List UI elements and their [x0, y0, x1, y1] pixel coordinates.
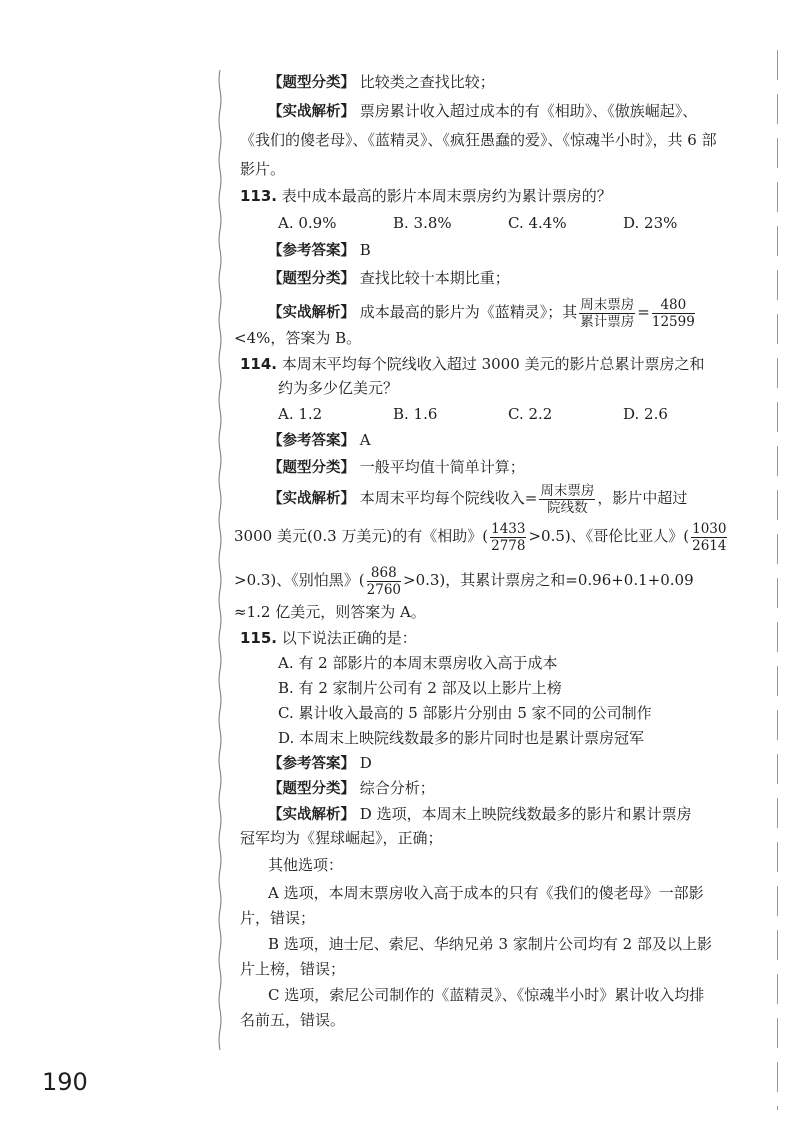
- answer-tag: 【参考答案】: [268, 243, 355, 259]
- fraction-denominator: 12599: [651, 313, 695, 330]
- analysis-tag: 【实战解析】: [268, 305, 355, 321]
- q115-analysis-line: [268, 804, 692, 825]
- fraction-weekend-over-theaters: [539, 483, 595, 516]
- page-number: 190: [42, 1068, 88, 1096]
- fraction-colombiana: [691, 521, 727, 554]
- type-text: 比较类之查找比较；: [359, 73, 495, 91]
- binding-edge-right: [776, 50, 779, 1110]
- q114-analysis-line-2: [234, 518, 729, 554]
- equals-sign: =: [637, 303, 650, 321]
- q113-options: [278, 213, 677, 233]
- answer-text: D: [359, 754, 372, 772]
- fraction-weekend-over-total: [579, 297, 635, 330]
- option-a: A. 0.9%: [278, 214, 337, 232]
- question-114: [240, 354, 705, 374]
- option-b: B. 3.8%: [393, 214, 452, 232]
- analysis-text: 成本最高的影片为《蓝精灵》；其: [359, 303, 578, 321]
- q115-a-explain-1: A 选项，本周末票房收入高于成本的只有《我们的傻老母》一部影: [268, 884, 704, 902]
- question-number: 115.: [240, 629, 278, 647]
- type-tag: 【题型分类】: [268, 75, 355, 91]
- q114-analysis-line-4: ≈1.2 亿美元，则答案为 A。: [234, 603, 426, 621]
- option-a: A. 1.2: [278, 405, 323, 423]
- q115-c-explain-2: 名前五，错误。: [240, 1011, 346, 1029]
- fraction-denominator: 累计票房: [580, 313, 635, 330]
- answer-tag: 【参考答案】: [268, 756, 355, 772]
- analysis-text: 3000 美元(0.3 万美元)的有《相助》(: [234, 527, 489, 545]
- top-analysis-line-3: 影片。: [240, 160, 286, 178]
- top-type-line: [268, 72, 495, 93]
- top-analysis-line: [268, 101, 697, 122]
- q114-type-line: [268, 457, 525, 478]
- question-text: 本周末平均每个院线收入超过 3000 美元的影片总累计票房之和: [281, 355, 705, 373]
- q114-analysis-line: [268, 480, 687, 517]
- fraction-dont-be-afraid: [367, 565, 401, 598]
- q115-option-d: D. 本周末上映院线数最多的影片同时也是累计票房冠军: [278, 729, 645, 747]
- q115-b-explain-1: B 选项，迪士尼、索尼、华纳兄弟 3 家制片公司均有 2 部及以上影: [268, 935, 712, 953]
- analysis-text: D 选项，本周末上映院线数最多的影片和累计票房: [359, 805, 692, 823]
- q115-option-b: B. 有 2 家制片公司有 2 部及以上影片上榜: [278, 679, 562, 697]
- answer-tag: 【参考答案】: [268, 433, 355, 449]
- type-tag: 【题型分类】: [268, 271, 355, 287]
- analysis-tag: 【实战解析】: [268, 807, 355, 823]
- fraction-denominator: 2778: [491, 537, 526, 554]
- q115-a-explain-2: 片，错误；: [240, 909, 316, 927]
- q113-analysis-line: [268, 294, 697, 331]
- fraction-numerator: 868: [367, 565, 401, 582]
- fraction-denominator: 2614: [692, 537, 727, 554]
- q115-option-c: C. 累计收入最高的 5 部影片分别由 5 家不同的公司制作: [278, 704, 652, 722]
- analysis-text: >0.3)、《别怕黑》(: [234, 571, 365, 589]
- type-tag: 【题型分类】: [268, 460, 355, 476]
- answer-text: A: [359, 431, 371, 449]
- q113-type-line: [268, 268, 510, 289]
- q114-analysis-line-3: [234, 562, 694, 598]
- q115-option-a: A. 有 2 部影片的本周末票房收入高于成本: [278, 654, 558, 672]
- analysis-text: 票房累计收入超过成本的有《相助》、《傲族崛起》、: [359, 102, 698, 120]
- question-number: 114.: [240, 355, 278, 373]
- fraction-denominator: 2760: [366, 581, 401, 598]
- answer-text: B: [359, 241, 371, 259]
- question-113: [240, 186, 612, 206]
- type-text: 一般平均值十简单计算；: [359, 458, 525, 476]
- option-b: B. 1.6: [393, 405, 438, 423]
- fraction-denominator: 院线数: [547, 499, 588, 516]
- question-text: 以下说法正确的是：: [281, 629, 417, 647]
- q115-b-explain-2: 片上榜，错误；: [240, 960, 346, 978]
- type-text: 综合分析；: [359, 779, 435, 797]
- analysis-tag: 【实战解析】: [268, 104, 355, 120]
- option-c: C. 2.2: [508, 405, 553, 423]
- q113-answer-line: [268, 240, 371, 261]
- analysis-text: >0.3)，其累计票房之和=0.96+0.1+0.09: [403, 571, 694, 589]
- q115-other-options: 其他选项：: [268, 856, 344, 874]
- analysis-tag: 【实战解析】: [268, 491, 355, 507]
- q115-c-explain-1: C 选项，索尼公司制作的《蓝精灵》、《惊魂半小时》累计收入均排: [268, 986, 705, 1004]
- q113-analysis-tail: <4%，答案为 B。: [234, 329, 362, 347]
- fraction-numerator: 1433: [491, 520, 526, 537]
- type-tag: 【题型分类】: [268, 781, 355, 797]
- top-analysis-line-2: 《我们的傻老母》、《蓝精灵》、《疯狂愚蠢的爱》、《惊魂半小时》，共 6 部: [240, 131, 717, 149]
- q114-answer-line: [268, 430, 371, 451]
- option-d: D. 23%: [623, 214, 678, 232]
- q115-answer-line: [268, 753, 372, 774]
- option-d: D. 2.6: [623, 405, 668, 423]
- question-115: [240, 628, 417, 648]
- analysis-text: 本周末平均每个院线收入=: [359, 489, 538, 507]
- analysis-text-post: ，影片中超过: [597, 489, 688, 507]
- binding-edge-left: [218, 70, 222, 1060]
- question-number: 113.: [240, 187, 278, 205]
- question-text: 表中成本最高的影片本周末票房约为累计票房的？: [281, 187, 612, 205]
- option-c: C. 4.4%: [508, 214, 567, 232]
- q115-analysis-line-2: 冠军均为《猩球崛起》，正确；: [240, 829, 443, 847]
- question-114-line-2: 约为多少亿美元？: [278, 379, 399, 397]
- fraction-numerator: 480: [652, 297, 695, 314]
- fraction-value: [652, 297, 695, 330]
- analysis-text: >0.5)、《哥伦比亚人》(: [528, 527, 690, 545]
- q114-options: [278, 404, 668, 424]
- q115-type-line: [268, 778, 435, 799]
- fraction-numerator: 1030: [692, 520, 727, 537]
- fraction-help: [490, 521, 526, 554]
- fraction-numerator: 周末票房: [540, 482, 595, 499]
- fraction-numerator: 周末票房: [580, 296, 635, 313]
- type-text: 查找比较十本期比重；: [359, 269, 510, 287]
